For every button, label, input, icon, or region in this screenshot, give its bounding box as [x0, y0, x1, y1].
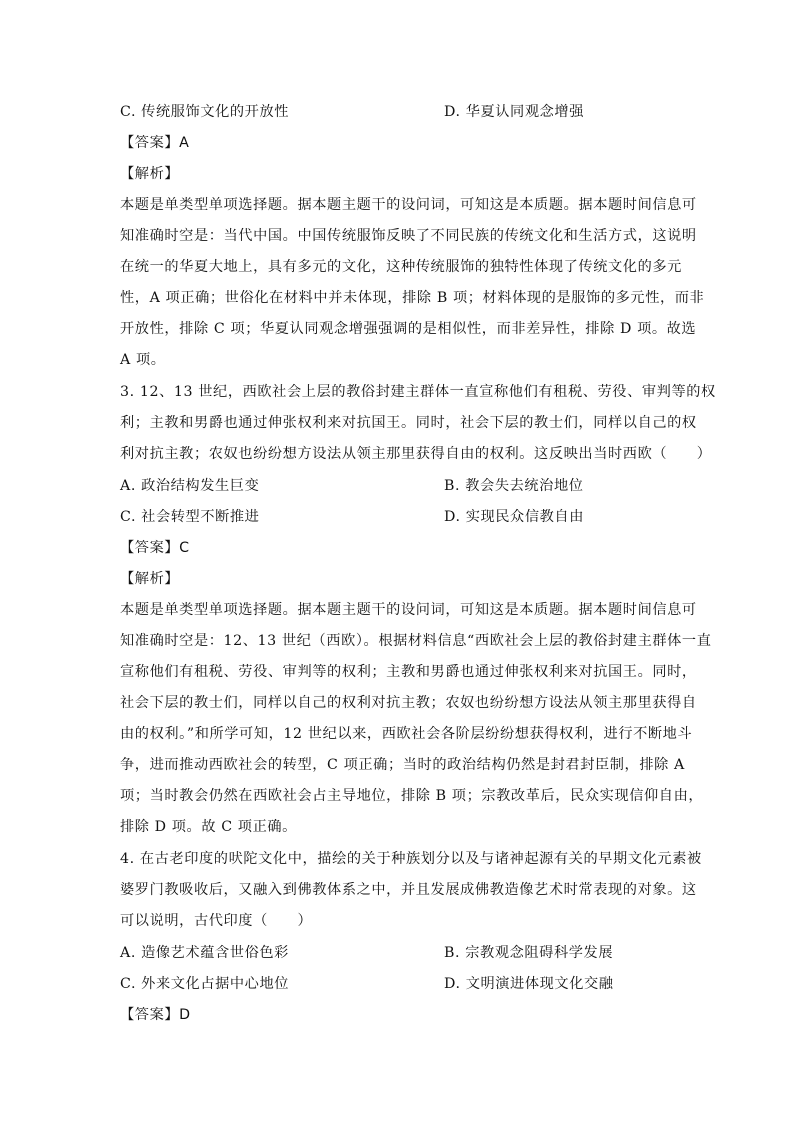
q2-analysis-line: 性，A 项正确；世俗化在材料中并未体现，排除 B 项；材料体现的是服饰的多元性，而非 [120, 290, 705, 306]
q3-answer: 【答案】C [120, 540, 190, 556]
q2-analysis-line: 本题是单类型单项选择题。据本题主题干的设问词，可知这是本质题。据本题时间信息可 [120, 197, 697, 213]
q3-analysis-line: 知准确时空是：12、13 世纪（西欧）。根据材料信息“西欧社会上层的教俗封建主群体一直 [120, 633, 712, 649]
q4-option-c: C. 外来文化占据中心地位 [120, 976, 290, 992]
q4-stem-line: 婆罗门教吸收后，又融入到佛教体系之中，并且发展成佛教造像艺术时常表现的对象。这 [120, 882, 697, 898]
q3-option-a: A. 政治结构发生巨变 [120, 478, 260, 494]
q3-stem-line: 3. 12、13 世纪，西欧社会上层的教俗封建主群体一直宣称他们有租税、劳役、审判等的权 [120, 384, 716, 400]
q2-option-c: C. 传统服饰文化的开放性 [120, 104, 290, 120]
q4-option-d: D. 文明演进体现文化交融 [444, 976, 614, 992]
q3-analysis-heading: 【解析】 [120, 571, 180, 587]
q2-option-d: D. 华夏认同观念增强 [444, 104, 584, 120]
q4-option-a: A. 造像艺术蕴含世俗色彩 [120, 945, 289, 961]
q3-option-d: D. 实现民众信教自由 [444, 509, 584, 525]
q3-stem-line: 利对抗主教；农奴也纷纷想方设法从领主那里获得自由的权利。这反映出当时西欧（ ） [120, 446, 712, 462]
q3-option-c: C. 社会转型不断推进 [120, 509, 260, 525]
q2-analysis-line: 在统一的华夏大地上，具有多元的文化，这种传统服饰的独特性体现了传统文化的多元 [120, 259, 682, 275]
q2-answer: 【答案】A [120, 135, 190, 151]
q3-stem-line: 利；主教和男爵也通过伸张权利来对抗国王。同时，社会下层的教士们，同样以自己的权 [120, 415, 697, 431]
q2-analysis-heading: 【解析】 [120, 166, 180, 182]
q3-analysis-line: 本题是单类型单项选择题。据本题主题干的设问词，可知这是本质题。据本题时间信息可 [120, 602, 697, 618]
q3-analysis-line: 社会下层的教士们，同样以自己的权利对抗主教；农奴也纷纷想方设法从领主那里获得自 [120, 695, 697, 711]
q4-stem-line: 4. 在古老印度的吠陀文化中，描绘的关于种族划分以及与诸神起源有关的早期文化元素被 [120, 851, 702, 867]
q3-analysis-line: 由的权利。”和所学可知，12 世纪以来，西欧社会各阶层纷纷想获得权利，进行不断地斗 [120, 726, 693, 742]
q4-stem-line: 可以说明，古代印度（ ） [120, 913, 313, 929]
q4-option-b: B. 宗教观念阻碍科学发展 [444, 945, 614, 961]
q2-analysis-line: A 项。 [120, 352, 166, 368]
q4-answer: 【答案】D [120, 1007, 191, 1023]
q3-analysis-line: 争，进而推动西欧社会的转型，C 项正确；当时的政治结构仍然是封君封臣制，排除 A [120, 757, 685, 773]
q3-analysis-line: 宣称他们有租税、劳役、审判等的权利；主教和男爵也通过伸张权利来对抗国王。同时， [120, 664, 697, 680]
q3-analysis-line: 项；当时教会仍然在西欧社会占主导地位，排除 B 项；宗教改革后，民众实现信仰自由， [120, 788, 704, 804]
q3-analysis-line: 排除 D 项。故 C 项正确。 [120, 819, 297, 835]
q2-analysis-line: 知准确时空是：当代中国。中国传统服饰反映了不同民族的传统文化和生活方式，这说明 [120, 228, 697, 244]
q2-analysis-line: 开放性，排除 C 项；华夏认同观念增强强调的是相似性，而非差异性，排除 D 项。故选 [120, 321, 697, 337]
q3-option-b: B. 教会失去统治地位 [444, 478, 584, 494]
